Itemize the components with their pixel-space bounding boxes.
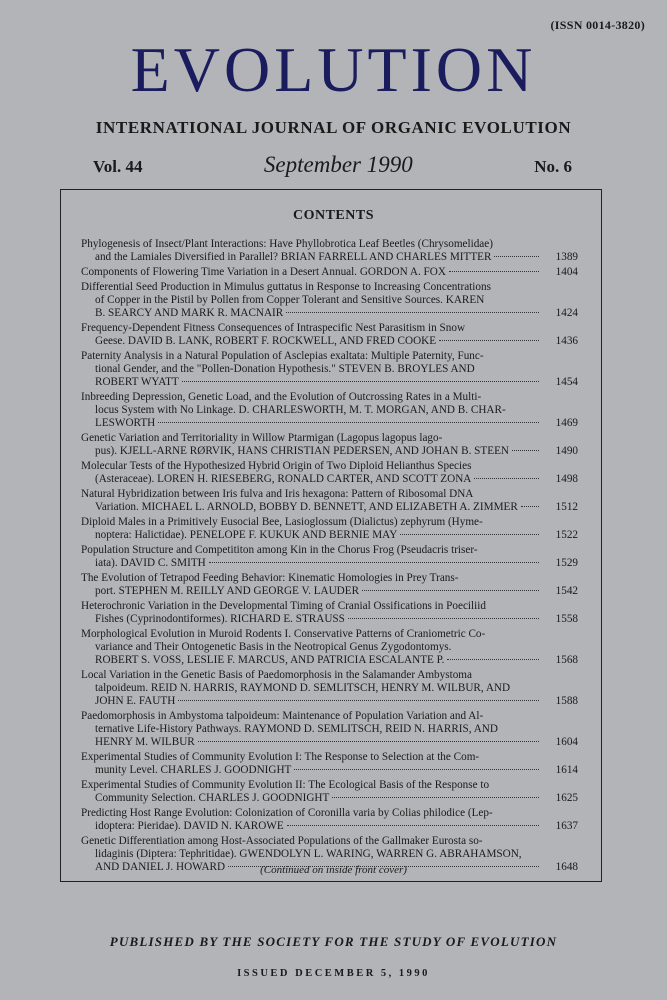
page-number: 1469: [555, 417, 578, 429]
dot-leader: [158, 422, 539, 423]
toc-entry: [81, 751, 578, 777]
toc-entry-line: ROBERT S. VOSS, LESLIE F. MARCUS, AND PATRICIA ESCALANTE P.: [95, 654, 445, 666]
toc-entry-line: variance and Their Ontogenetic Basis in the Neotropical Genus Zygodontomys.: [95, 641, 452, 653]
page-number: 1588: [555, 695, 578, 707]
issued-date: ISSUED DECEMBER 5, 1990: [237, 968, 430, 979]
toc-entry: [81, 432, 578, 458]
toc-entry: [81, 600, 578, 626]
page-number: 1558: [555, 613, 578, 625]
dot-leader: [439, 340, 539, 341]
toc-entry: [81, 572, 578, 598]
page-number: 1522: [555, 529, 578, 541]
dot-leader: [449, 271, 539, 272]
toc-entry-line: and the Lamiales Diversified in Parallel? BRIAN FARRELL AND CHARLES MITTER: [95, 251, 492, 263]
toc-entry: [81, 350, 578, 389]
page-number: 1490: [555, 445, 578, 457]
dot-leader: [332, 797, 539, 798]
page-number: 1529: [555, 557, 578, 569]
page-number: 1648: [555, 861, 578, 873]
toc-entry-line: port. STEPHEN M. REILLY AND GEORGE V. LAUDER: [95, 585, 360, 597]
toc-entry-line: Differential Seed Production in Mimulus guttatus in Response to Increasing Concentrations: [81, 281, 491, 293]
toc-entry: [81, 266, 578, 279]
toc-entry-line: iata). DAVID C. SMITH: [95, 557, 206, 569]
page-number: 1604: [555, 736, 578, 748]
dot-leader: [400, 534, 539, 535]
toc-entry-line: (Asteraceae). LOREN H. RIESEBERG, RONALD CARTER, AND SCOTT ZONA: [95, 473, 472, 485]
contents-heading: CONTENTS: [292, 208, 375, 223]
toc-entry-line: Phylogenesis of Insect/Plant Interactions: Have Phyllobrotica Leaf Beetles (Chrysomelidae): [81, 238, 493, 250]
toc-entry: [81, 779, 578, 805]
toc-entry-line: HENRY M. WILBUR: [95, 736, 195, 748]
dot-leader: [294, 769, 539, 770]
toc-entry-line: Community Selection. CHARLES J. GOODNIGHT: [95, 792, 330, 804]
toc-entry-line: locus System with No Linkage. D. CHARLESWORTH, M. T. MORGAN, AND B. CHAR-: [95, 404, 506, 416]
toc-entry-line: ROBERT WYATT: [95, 376, 179, 388]
toc-entry-line: Fishes (Cyprinodontiformes). RICHARD E. STRAUSS: [95, 613, 345, 625]
toc-entry-line: LESWORTH: [95, 417, 156, 429]
dot-leader: [348, 618, 539, 619]
toc-entry: [81, 322, 578, 348]
toc-entry: [81, 807, 578, 833]
toc-entry-line: munity Level. CHARLES J. GOODNIGHT: [95, 764, 292, 776]
page-number: 1542: [555, 585, 578, 597]
toc-entry-line: Geese. DAVID B. LANK, ROBERT F. ROCKWELL, AND FRED COOKE: [95, 335, 437, 347]
page-number: 1436: [555, 335, 578, 347]
toc-entry: [81, 628, 578, 667]
toc-entry: [81, 710, 578, 749]
toc-entry-line: Experimental Studies of Community Evolution II: The Ecological Basis of the Response to: [81, 779, 490, 791]
toc-entry-line: of Copper in the Pistil by Pollen from Copper Tolerant and Sensitive Sources. KAREN: [95, 294, 485, 306]
toc-entry-line: Frequency-Dependent Fitness Consequences of Intraspecific Nest Parasitism in Snow: [81, 322, 466, 334]
page-number: 1625: [555, 792, 578, 804]
toc-entry: [81, 391, 578, 430]
toc-entry: [81, 460, 578, 486]
dot-leader: [362, 590, 539, 591]
page-number: 1424: [555, 307, 578, 319]
toc-entry: [81, 516, 578, 542]
toc-entry-line: Variation. MICHAEL L. ARNOLD, BOBBY D. BENNETT, AND ELIZABETH A. ZIMMER: [95, 501, 518, 513]
journal-title: EVOLUTION: [130, 34, 537, 105]
toc-entry-line: Population Structure and Competititon among Kin in the Chorus Frog (Pseudacris triser-: [81, 544, 478, 556]
dot-leader: [447, 659, 539, 660]
dot-leader: [512, 450, 539, 451]
dot-leader: [178, 700, 539, 701]
toc-entry-line: Inbreeding Depression, Genetic Load, and the Evolution of Outcrossing Rates in a Multi-: [81, 391, 482, 403]
toc-entry-line: Local Variation in the Genetic Basis of Paedomorphosis in the Salamander Ambystoma: [81, 669, 472, 681]
dot-leader: [182, 381, 539, 382]
page-number: 1614: [555, 764, 578, 776]
page-number: 1568: [555, 654, 578, 666]
toc-entry-line: Heterochronic Variation in the Developmental Timing of Cranial Ossifications in Poeciliid: [81, 600, 486, 612]
journal-subtitle: INTERNATIONAL JOURNAL OF ORGANIC EVOLUTION: [95, 118, 572, 137]
toc-entry-line: Predicting Host Range Evolution: Colonization of Coronilla varia by Colias philodice (Lep-: [81, 807, 493, 819]
toc-entry-line: noptera: Halictidae). PENELOPE F. KUKUK AND BERNIE MAY: [95, 529, 398, 541]
toc-entry-line: AND DANIEL J. HOWARD: [95, 861, 226, 873]
issn: (ISSN 0014-3820): [550, 18, 645, 32]
page-number: 1454: [555, 376, 578, 388]
dot-leader: [209, 562, 539, 563]
issue-info: [93, 152, 572, 178]
toc-entry-line: pus). KJELL-ARNE RØRVIK, HANS CHRISTIAN PEDERSEN, AND JOHAN B. STEEN: [95, 445, 509, 457]
page-number: 1637: [555, 820, 578, 832]
volume: Vol. 44: [93, 157, 143, 176]
toc-entry-line: Genetic Differentiation among Host-Associated Populations of the Gallmaker Eurosta so-: [81, 835, 483, 847]
toc-entry-line: Paternity Analysis in a Natural Population of Asclepias exaltata: Multiple Paternity, Func-: [81, 350, 484, 362]
toc-entry-line: The Evolution of Tetrapod Feeding Behavior: Kinematic Homologies in Prey Trans-: [81, 572, 459, 584]
toc-entry-line: Experimental Studies of Community Evolution I: The Response to Selection at the Com-: [81, 751, 480, 763]
toc-entry-line: Morphological Evolution in Muroid Rodents I. Conservative Patterns of Craniometric Co-: [81, 628, 486, 640]
toc-entry-line: Components of Flowering Time Variation in a Desert Annual. GORDON A. FOX: [81, 266, 446, 278]
toc-entry-line: Diploid Males in a Primitively Eusocial Bee, Lasioglossum (Dialictus) zephyrum (Hyme-: [81, 516, 483, 528]
page-number: 1389: [555, 251, 578, 263]
continued-note: (Continued on inside front cover): [260, 864, 407, 876]
toc-entry: [81, 544, 578, 570]
toc-entry: [81, 238, 578, 264]
toc-entry: [81, 488, 578, 514]
toc-entry-line: B. SEARCY AND MARK R. MACNAIR: [95, 307, 284, 319]
toc-entry: [81, 281, 578, 320]
dot-leader: [198, 741, 539, 742]
toc-entry-line: Genetic Variation and Territoriality in Willow Ptarmigan (Lagopus lagopus lago-: [81, 432, 443, 444]
page-number: 1498: [555, 473, 578, 485]
page-number: 1512: [555, 501, 578, 513]
toc-entry-line: lidaginis (Diptera: Tephritidae). GWENDOLYN L. WARING, WARREN G. ABRAHAMSON,: [95, 848, 522, 860]
page-number: 1404: [555, 266, 578, 278]
issue-number: No. 6: [534, 157, 572, 176]
dot-leader: [474, 478, 539, 479]
toc-entry-line: tional Gender, and the "Pollen-Donation Hypothesis." STEVEN B. BROYLES AND: [95, 363, 475, 375]
dot-leader: [494, 256, 539, 257]
toc-entry-line: Paedomorphosis in Ambystoma talpoideum: Maintenance of Population Variation and Al-: [81, 710, 484, 722]
dot-leader: [521, 506, 539, 507]
dot-leader: [287, 825, 539, 826]
toc-entry-line: talpoideum. REID N. HARRIS, RAYMOND D. SEMLITSCH, HENRY M. WILBUR, AND: [95, 682, 511, 694]
toc-entry-line: JOHN E. FAUTH: [95, 695, 176, 707]
publisher-line: PUBLISHED BY THE SOCIETY FOR THE STUDY OF EVOLUTION: [109, 934, 558, 949]
issue-date: September 1990: [263, 152, 413, 177]
toc-entry-line: ternative Life-History Pathways. RAYMOND D. SEMLITSCH, REID N. HARRIS, AND: [95, 723, 498, 735]
toc-entry-line: Natural Hybridization between Iris fulva and Iris hexagona: Pattern of Ribosomal DNA: [81, 488, 474, 500]
toc-entry-line: idoptera: Pieridae). DAVID N. KAROWE: [95, 820, 284, 832]
table-of-contents: [81, 238, 578, 876]
toc-entry-line: Molecular Tests of the Hypothesized Hybrid Origin of Two Diploid Helianthus Species: [81, 460, 472, 472]
dot-leader: [286, 312, 539, 313]
toc-entry: [81, 669, 578, 708]
